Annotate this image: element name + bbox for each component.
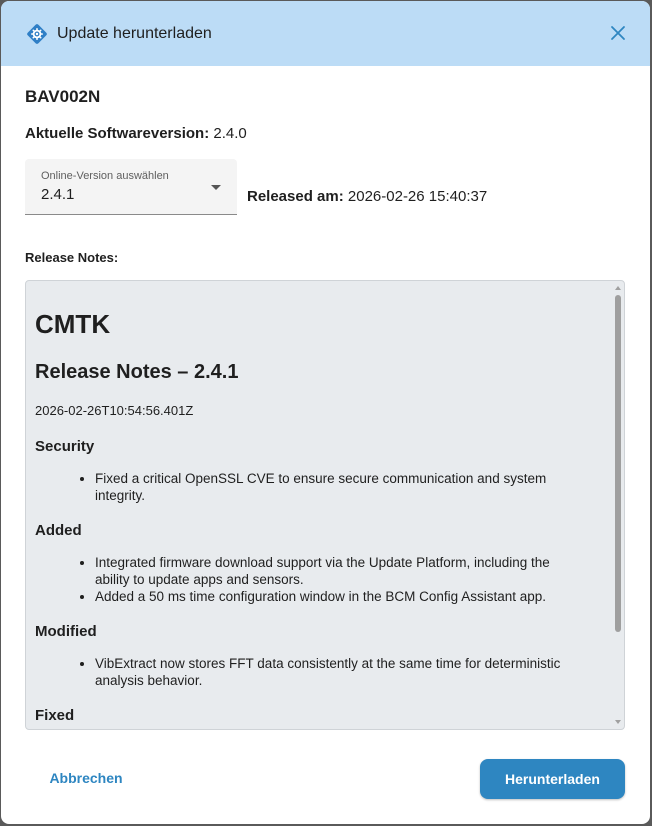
dropdown-arrow-icon: [211, 185, 221, 190]
release-notes-panel[interactable]: [25, 280, 625, 730]
list-item: • Integrated firmware download support via the Update Platform, including the ability to update apps and sensors.: [95, 554, 579, 588]
release-notes-heading: Release Notes:: [25, 250, 119, 265]
update-dialog: [1, 1, 650, 824]
download-button[interactable]: Herunterladen: [480, 759, 625, 799]
current-version-value: 2.4.0: [213, 125, 247, 142]
online-version-select[interactable]: [25, 159, 237, 215]
select-label: Online-Version auswählen: [41, 170, 169, 182]
list-item: • Added a 50 ms time configuration window in the BCM Config Assistant app.: [95, 588, 579, 605]
notes-subtitle: Release Notes – 2.4.1: [35, 361, 239, 383]
close-icon[interactable]: [608, 23, 628, 43]
dialog-header: [1, 1, 650, 66]
section-title-added: Added: [35, 522, 82, 539]
released-value: 2026-02-26 15:40:37: [347, 188, 488, 205]
release-notes-scrollbar[interactable]: [614, 284, 622, 726]
section-title-security: Security: [35, 438, 95, 455]
select-value: 2.4.1: [41, 186, 75, 203]
device-name: BAV002N: [25, 87, 101, 106]
cancel-button[interactable]: Abbrechen: [49, 770, 123, 786]
section-list-added: [79, 554, 579, 605]
list-item: • Fixed a critical OpenSSL CVE to ensure secure communication and system integrity.: [95, 470, 579, 504]
current-version-label: Aktuelle Softwareversion:: [25, 125, 210, 142]
list-item: • VibExtract now stores FFT data consistently at the same time for deterministic analysis behavior.: [95, 655, 579, 689]
section-title-modified: Modified: [35, 623, 97, 640]
notes-title: CMTK: [35, 309, 111, 339]
gear-diamond-icon: [25, 22, 49, 46]
section-title-fixed: Fixed: [35, 707, 75, 724]
released-row: [247, 188, 487, 205]
dialog-title: Update herunterladen: [57, 24, 212, 42]
released-label: Released am:: [247, 188, 344, 205]
section-list-security: [79, 470, 579, 504]
section-list-modified: [79, 655, 579, 689]
current-version-row: [25, 125, 247, 142]
scroll-up-arrow-icon[interactable]: [615, 286, 621, 290]
scrollbar-thumb[interactable]: [615, 295, 621, 632]
scroll-down-arrow-icon[interactable]: [615, 720, 621, 724]
notes-date: 2026-02-26T10:54:56.401Z: [35, 403, 194, 418]
